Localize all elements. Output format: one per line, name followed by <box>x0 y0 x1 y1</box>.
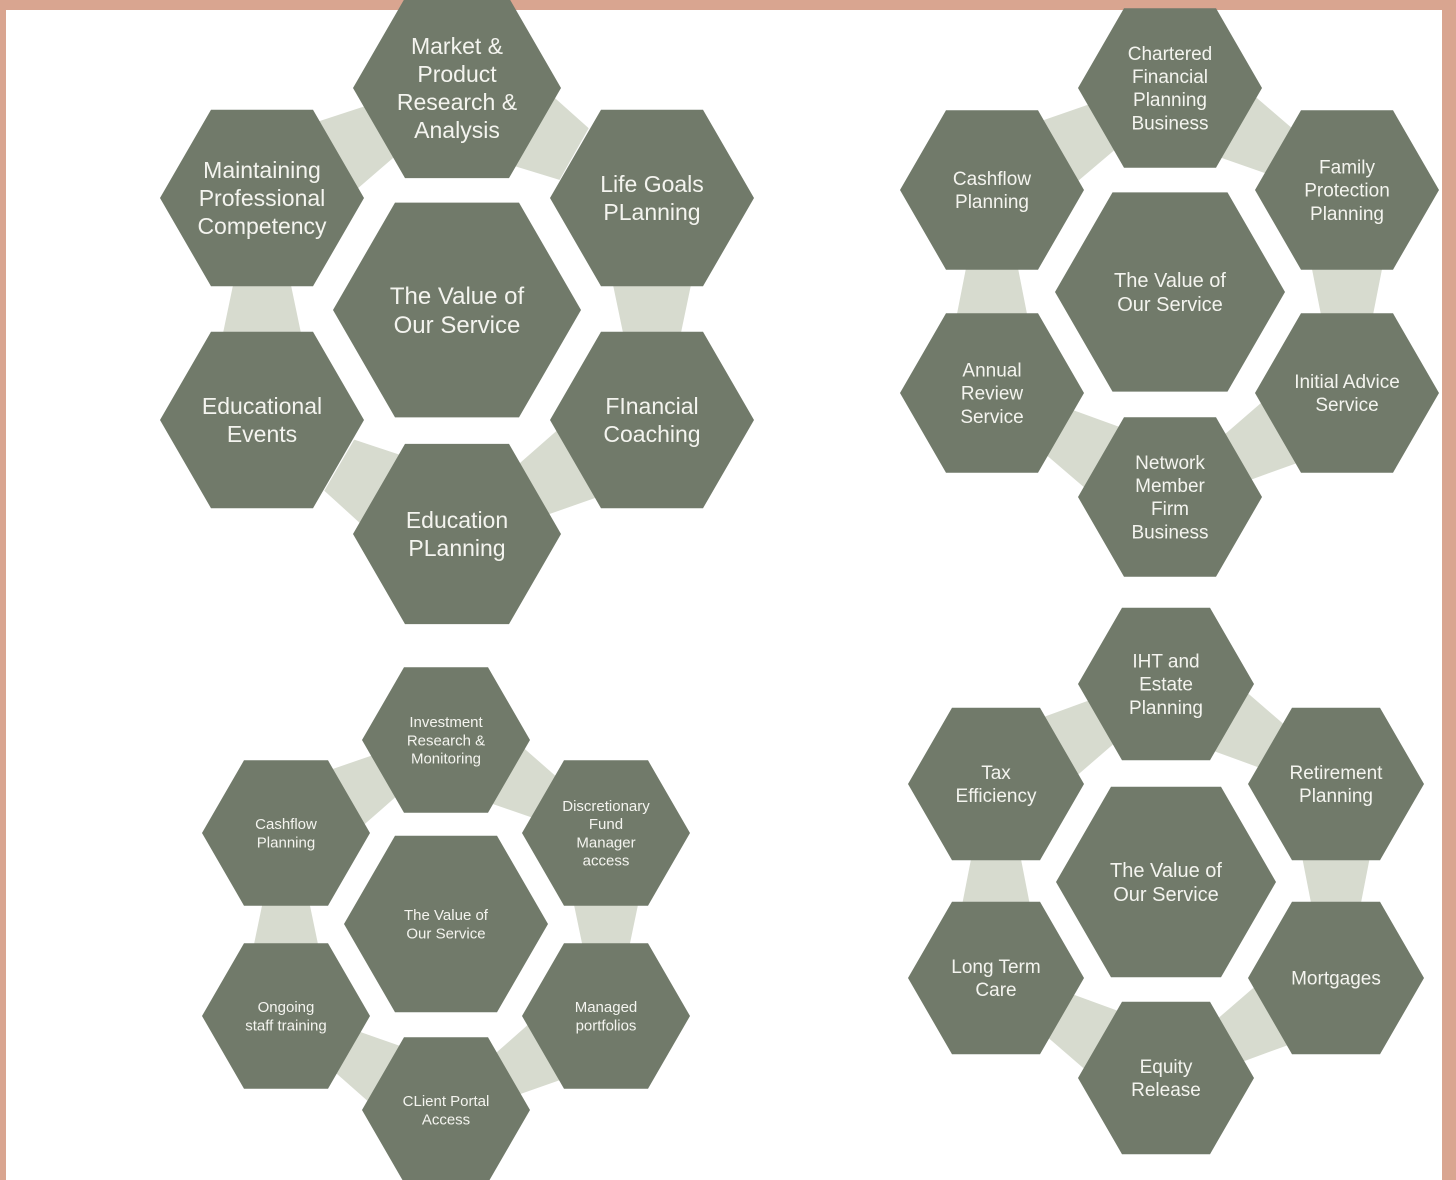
connector-top-left-4 <box>223 286 301 333</box>
hexagon-market-and-product-research-and-analysis-label: Market & Product Research & Analysis <box>396 33 518 144</box>
hexagon-managed-portfolios-label: Managed portfolios <box>574 999 638 1035</box>
center-hexagon-top-left <box>333 203 581 418</box>
hexagon-life-goals-planning-label: Life Goals PLanning <box>600 171 704 226</box>
hexagon-discretionary-fund-manager-access-label: Discretionary Fund Manager access <box>562 797 650 870</box>
hexagon-long-term-care-label: Long Term Care <box>951 957 1041 1002</box>
hexagon-educational-events-label: Educational Events <box>201 393 323 448</box>
center-hexagon-top-right <box>1055 192 1285 391</box>
cluster-bottom-right <box>908 608 1424 1154</box>
hexagon-equity-release-label: Equity Release <box>1131 1057 1201 1102</box>
connector-bottom-right-1 <box>1303 860 1370 903</box>
hexagon-cashflow-planning-label: Cashflow Planning <box>255 816 317 852</box>
hexagon-mortgages-label: Mortgages <box>1291 968 1381 990</box>
connector-top-left-1 <box>613 286 691 333</box>
center-hexagon-top-right-label: The Value of Our Service <box>1114 269 1226 317</box>
connector-top-right-4 <box>957 269 1027 314</box>
hexagon-client-portal-access-label: CLient Portal Access <box>402 1093 490 1129</box>
connector-bottom-left-4 <box>254 905 318 944</box>
hexagon-education-planning-label: Education PLanning <box>405 507 509 562</box>
cluster-top-right <box>900 8 1439 576</box>
hexagon-chartered-financial-planning-business-label: Chartered Financial Planning Business <box>1127 43 1213 135</box>
center-hexagon-top-right-shape <box>1055 192 1285 391</box>
hexagon-annual-review-service-label: Annual Review Service <box>960 360 1024 428</box>
center-hexagon-bottom-right <box>1056 787 1276 978</box>
center-hexagon-bottom-right-label: The Value of Our Service <box>1110 859 1222 907</box>
hexagon-ongoing-staff-training-label: Ongoing staff training <box>245 999 327 1035</box>
hexagon-iht-and-estate-planning-label: IHT and Estate Planning <box>1129 651 1203 719</box>
hexagon-network-member-firm-business-label: Network Member Firm Business <box>1131 452 1209 544</box>
hexagon-retirement-planning-label: Retirement Planning <box>1289 763 1383 808</box>
center-hexagon-bottom-left-label: The Value of Our Service <box>404 907 488 943</box>
connector-bottom-right-4 <box>963 860 1030 903</box>
hexagon-family-protection-planning-label: Family Protection Planning <box>1304 157 1390 225</box>
hexagon-financial-coaching-label: FInancial Coaching <box>603 393 701 448</box>
connector-bottom-left-1 <box>574 905 638 944</box>
hexagon-tax-efficiency-label: Tax Efficiency <box>955 763 1037 808</box>
center-hexagon-bottom-left <box>344 836 548 1013</box>
hexagon-cashflow-planning-label: Cashflow Planning <box>952 169 1032 214</box>
center-hexagon-top-left-label: The Value of Our Service <box>389 282 525 339</box>
hexagon-investment-research-and-monitoring-label: Investment Research & Monitoring <box>406 714 486 768</box>
center-hexagon-bottom-right-shape <box>1056 787 1276 978</box>
hexagon-initial-advice-service-label: Initial Advice Service <box>1294 372 1400 417</box>
cluster-top-left <box>160 0 754 624</box>
cluster-bottom-left <box>202 667 690 1180</box>
hexagon-maintaining-professional-competency-label: Maintaining Professional Competency <box>197 157 327 240</box>
center-hexagon-top-left-shape <box>333 203 581 418</box>
connector-top-right-1 <box>1312 269 1382 314</box>
